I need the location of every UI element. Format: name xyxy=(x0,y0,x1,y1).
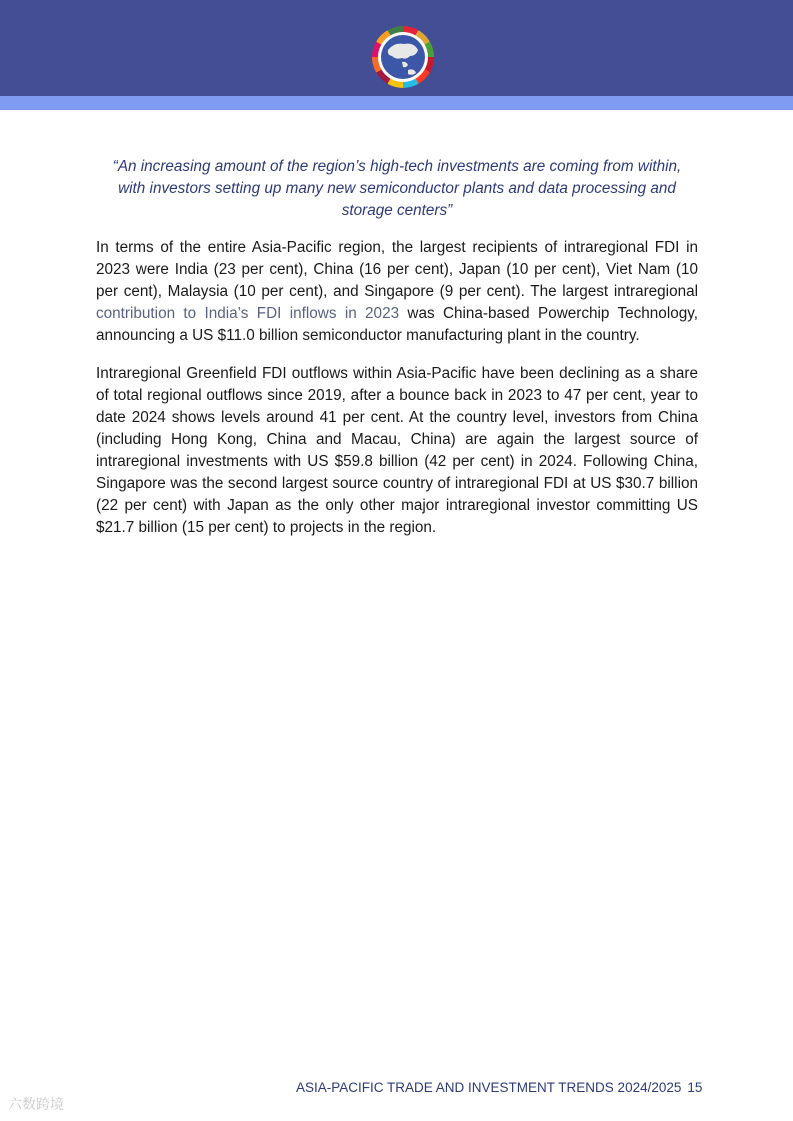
header-stripe xyxy=(0,96,793,110)
footer xyxy=(296,1080,703,1095)
paragraph-1 xyxy=(96,237,698,347)
paragraph-1-lead: In terms of the entire Asia-Pacific region, the largest recipients of intraregional FDI in 2023 were India (23 per cent), China (16 per cent), Japan (10 per cent), Viet Nam (10 per cent), Malaysia (10 per cent), and Singapore (9 per cent). The largest intraregional xyxy=(96,239,698,300)
pull-quote: “An increasing amount of the region’s high-tech investments are coming from within, with investors setting up many new semiconductor plants and data processing and storage centers” xyxy=(112,158,682,219)
emblem-icon xyxy=(372,26,434,88)
footer-title: ASIA-PACIFIC TRADE AND INVESTMENT TRENDS 2024/2025 xyxy=(296,1080,682,1095)
page-number: 15 xyxy=(687,1080,703,1095)
india-fdi-link[interactable]: contribution to India’s FDI inflows in 2023 xyxy=(96,305,400,322)
paragraph-1-tail: was China-based Powerchip Technology, announcing a US $11.0 billion semiconductor manufacturing plant in the country. xyxy=(96,305,698,344)
paragraph-2: Intraregional Greenfield FDI outflows within Asia-Pacific have been declining as a share of total regional outflows since 2019, after a bounce back in 2023 to 47 per cent, year to date 2024 shows levels around 41 per cent. At the country level, investors from China (including Hong Kong, China and Macau, China) are again the largest source of intraregional investments with US $59.8 billion (42 per cent) in 2024. Following China, Singapore was the second largest source country of intraregional FDI at US $30.7 billion (22 per cent) with Japan as the only other major intraregional investor committing US $21.7 billion (15 per cent) to projects in the region. xyxy=(96,365,698,536)
watermark: 六数跨境 xyxy=(8,1096,64,1112)
